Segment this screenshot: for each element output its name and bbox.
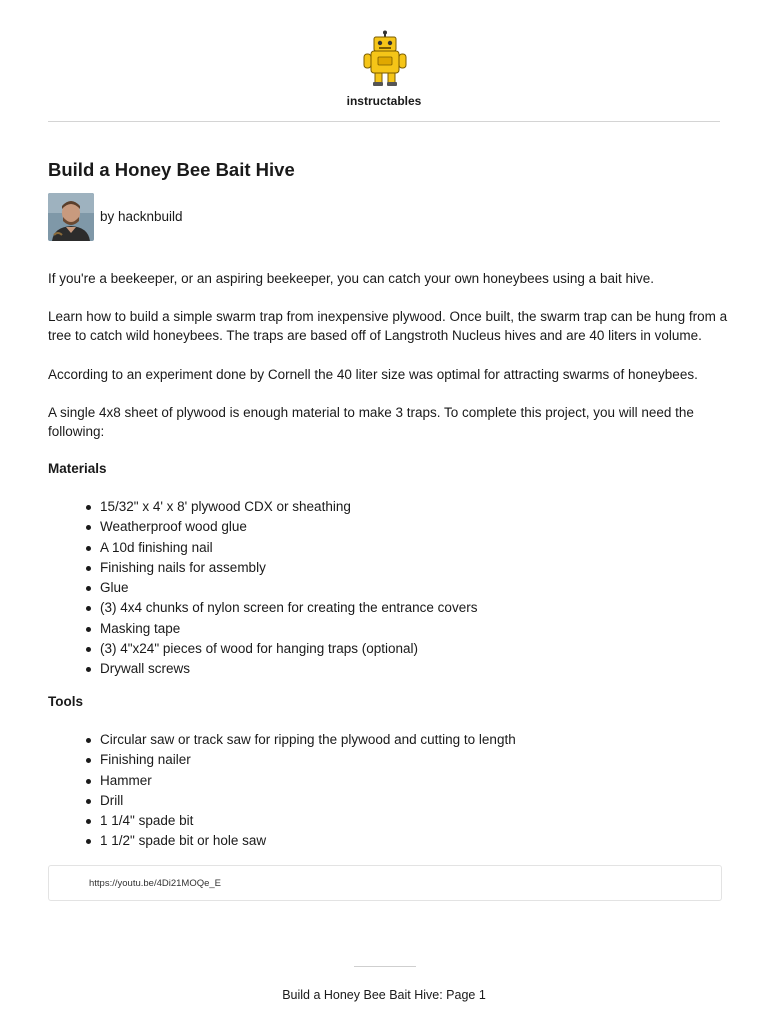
tools-list-item: Drill [48, 791, 516, 811]
materials-list-item: Glue [48, 578, 477, 598]
footer-divider [354, 966, 416, 967]
video-link[interactable]: https://youtu.be/4Di21MOQe_E [89, 878, 222, 889]
materials-heading: Materials [48, 461, 107, 476]
materials-list-item: (3) 4"x24" pieces of wood for hanging traps (optional) [48, 639, 477, 659]
intro-paragraph: If you're a beekeeper, or an aspiring beekeeper, you can catch your own honeybees using a bait hive. [48, 271, 654, 286]
materials-list-item: Drywall screws [48, 659, 477, 679]
brand-name[interactable]: instructables [346, 94, 422, 108]
header-divider [48, 121, 720, 122]
plywood-paragraph: A single 4x8 sheet of plywood is enough material to make 3 traps. To complete this project, you will need the following: [48, 405, 694, 439]
page-header [0, 0, 768, 122]
tools-list-item: Circular saw or track saw for ripping the plywood and cutting to length [48, 730, 516, 750]
cornell-paragraph: According to an experiment done by Cornell the 40 liter size was optimal for attracting swarms of honeybees. [48, 367, 698, 382]
materials-list-item: 15/32" x 4' x 8' plywood CDX or sheathing [48, 497, 477, 517]
author-byline[interactable]: by hacknbuild [100, 209, 183, 224]
materials-list [48, 497, 477, 680]
materials-list-item: A 10d finishing nail [48, 538, 477, 558]
author-avatar[interactable] [48, 193, 94, 241]
materials-list-item: Finishing nails for assembly [48, 558, 477, 578]
tools-list-item: Hammer [48, 771, 516, 791]
tools-heading: Tools [48, 694, 83, 709]
tools-list [48, 730, 516, 852]
materials-list-item: Masking tape [48, 619, 477, 639]
instructables-robot-icon [362, 30, 408, 88]
tools-list-item: 1 1/2" spade bit or hole saw [48, 831, 516, 851]
page-title: Build a Honey Bee Bait Hive [48, 159, 295, 180]
video-embed-box[interactable] [48, 865, 722, 901]
materials-list-item: Weatherproof wood glue [48, 517, 477, 537]
tools-list-item: Finishing nailer [48, 750, 516, 770]
tools-list-item: 1 1/4" spade bit [48, 811, 516, 831]
page-footer-label: Build a Honey Bee Bait Hive: Page 1 [282, 988, 486, 1002]
description-paragraph: Learn how to build a simple swarm trap from inexpensive plywood. Once built, the swarm trap can be hung from a tree to catch wild honeybees. The traps are based off of Langstroth Nucleus hives and are 40 liters in volume. [48, 309, 728, 343]
materials-list-item: (3) 4x4 chunks of nylon screen for creating the entrance covers [48, 598, 477, 618]
